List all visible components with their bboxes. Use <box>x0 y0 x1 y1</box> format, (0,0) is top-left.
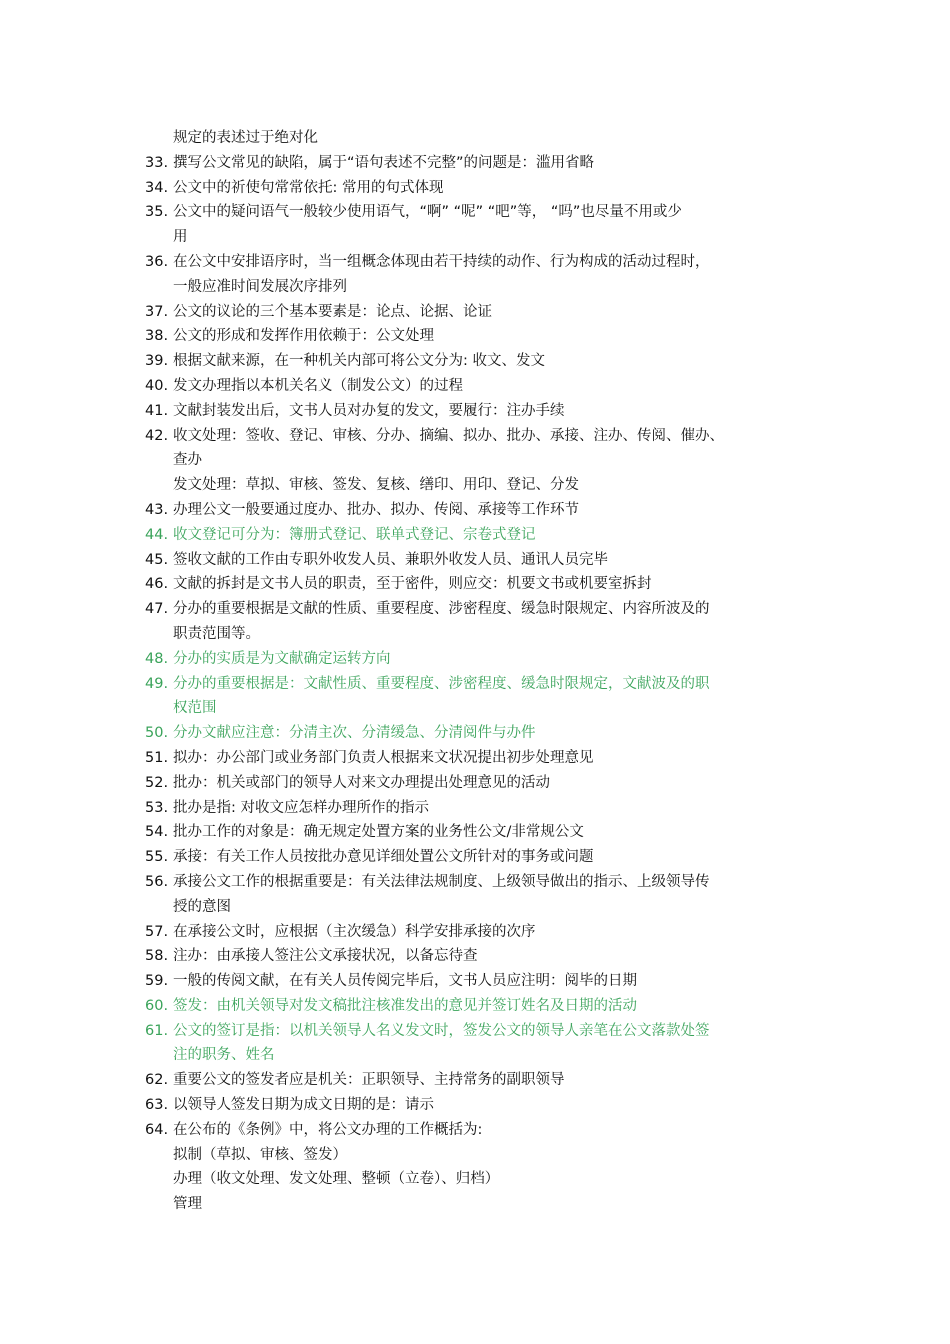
list-item <box>145 746 815 771</box>
list-item <box>145 225 815 250</box>
item-text: 公文的议论的三个基本要素是：论点、论据、论证 <box>173 303 492 320</box>
item-text: 批办：机关或部门的领导人对来文办理提出处理意见的活动 <box>173 774 550 791</box>
list-item <box>145 920 815 945</box>
item-number: 37. <box>145 303 169 320</box>
list-item <box>145 796 815 821</box>
item-text: 文献的拆封是文书人员的职责，至于密件，则应交：机要文书或机要室拆封 <box>173 576 652 593</box>
item-text: 公文中的祈使句常常依托: 常用的句式体现 <box>173 179 444 196</box>
item-number <box>145 1167 173 1192</box>
item-text: 办理公文一般要通过度办、批办、拟办、传阅、承接等工作环节 <box>173 501 579 518</box>
item-text: 重要公文的签发者应是机关：正职领导、主持常务的副职领导 <box>173 1072 565 1089</box>
list-item <box>145 572 815 597</box>
item-text: 用 <box>173 229 188 246</box>
item-text: 以领导人签发日期为成文日期的是：请示 <box>173 1097 434 1114</box>
list-item <box>145 944 815 969</box>
item-number: 58. <box>145 948 169 965</box>
list-item <box>145 994 815 1019</box>
item-text: 批办工作的对象是：确无规定处置方案的业务性公文/非常规公文 <box>173 824 584 841</box>
list-item <box>145 1043 815 1068</box>
item-number: 64. <box>145 1121 169 1138</box>
list-item <box>145 250 815 275</box>
item-number: 41. <box>145 402 169 419</box>
item-number: 48. <box>145 650 169 667</box>
item-text: 公文的签订是指：以机关领导人名义发文时，签发公文的领导人亲笔在公文落款处签 <box>173 1022 710 1039</box>
list-item <box>145 126 815 151</box>
item-number: 55. <box>145 849 169 866</box>
list-item <box>145 151 815 176</box>
list-item <box>145 324 815 349</box>
list-item <box>145 870 815 895</box>
item-text: 在公文中安排语序时，当一组概念体现由若干持续的动作、行为构成的活动过程时， <box>173 253 710 270</box>
list-item <box>145 1093 815 1118</box>
item-text: 文献封装发出后，文书人员对办复的发文，要履行：注办手续 <box>173 402 565 419</box>
item-text: 注的职务、姓名 <box>173 1047 275 1064</box>
item-number <box>145 225 173 250</box>
item-number: 47. <box>145 601 169 618</box>
item-text: 授的意图 <box>173 898 231 915</box>
item-number: 62. <box>145 1072 169 1089</box>
item-text: 职责范围等。 <box>173 625 260 642</box>
list-item <box>145 696 815 721</box>
item-number <box>145 622 173 647</box>
item-number: 50. <box>145 725 169 742</box>
list-item <box>145 1118 815 1143</box>
item-text: 发文办理指以本机关名义（制发公文）的过程 <box>173 377 463 394</box>
list-item <box>145 1192 815 1217</box>
item-number <box>145 448 173 473</box>
list-item <box>145 548 815 573</box>
item-number: 59. <box>145 973 169 990</box>
list-item <box>145 721 815 746</box>
item-number: 56. <box>145 873 169 890</box>
item-text: 批办是指: 对收文应怎样办理所作的指示 <box>173 799 429 816</box>
item-text: 在承接公文时，应根据（主次缓急）科学安排承接的次序 <box>173 923 536 940</box>
list-item <box>145 523 815 548</box>
list-item <box>145 399 815 424</box>
item-number: 54. <box>145 824 169 841</box>
item-text: 分办的实质是为文献确定运转方向 <box>173 650 391 667</box>
item-number: 45. <box>145 551 169 568</box>
item-text: 办理（收文处理、发文处理、整顿（立卷）、归档） <box>173 1171 500 1188</box>
item-text: 收文处理：签收、登记、审核、分办、摘编、拟办、批办、承接、注办、传阅、催办、 <box>173 427 724 444</box>
item-number: 39. <box>145 353 169 370</box>
item-number <box>145 1043 173 1068</box>
item-number <box>145 696 173 721</box>
item-text: 承接公文工作的根据重要是：有关法律法规制度、上级领导做出的指示、上级领导传 <box>173 873 710 890</box>
list-item <box>145 895 815 920</box>
item-text: 拟制（草拟、审核、签发） <box>173 1146 347 1163</box>
item-number <box>145 275 173 300</box>
item-text: 权范围 <box>173 700 217 717</box>
item-text: 根据文献来源，在一种机关内部可将公文分为: 收文、发文 <box>173 353 545 370</box>
item-number <box>145 473 173 498</box>
item-number: 38. <box>145 328 169 345</box>
item-text: 签收文献的工作由专职外收发人员、兼职外收发人员、通讯人员完毕 <box>173 551 608 568</box>
list-item <box>145 448 815 473</box>
item-number: 52. <box>145 774 169 791</box>
item-number: 57. <box>145 923 169 940</box>
item-number: 33. <box>145 154 169 171</box>
list-item <box>145 275 815 300</box>
item-number <box>145 1192 173 1217</box>
item-text: 拟办：办公部门或业务部门负责人根据来文状况提出初步处理意见 <box>173 749 594 766</box>
item-text: 承接：有关工作人员按批办意见详细处置公文所针对的事务或问题 <box>173 849 594 866</box>
item-number: 49. <box>145 675 169 692</box>
item-number <box>145 126 173 151</box>
item-number: 34. <box>145 179 169 196</box>
item-text: 签发：由机关领导对发文稿批注核准发出的意见并签订姓名及日期的活动 <box>173 997 637 1014</box>
item-text: 规定的表述过于绝对化 <box>173 130 318 146</box>
list-item <box>145 969 815 994</box>
item-text: 发文处理：草拟、审核、签发、复核、缮印、用印、登记、分发 <box>173 477 579 494</box>
list-item <box>145 820 815 845</box>
list-item <box>145 1019 815 1044</box>
list-item <box>145 597 815 622</box>
list-item <box>145 176 815 201</box>
list-item <box>145 424 815 449</box>
list-item <box>145 200 815 225</box>
item-text: 分办文献应注意：分清主次、分清缓急、分清阅件与办件 <box>173 725 536 742</box>
item-number: 35. <box>145 204 169 221</box>
list-item <box>145 672 815 697</box>
item-text: 公文的形成和发挥作用依赖于：公文处理 <box>173 328 434 345</box>
list-item <box>145 374 815 399</box>
item-number: 43. <box>145 501 169 518</box>
item-text: 收文登记可分为：簿册式登记、联单式登记、宗卷式登记 <box>173 526 536 543</box>
list-item <box>145 1167 815 1192</box>
item-text: 注办：由承接人签注公文承接状况，以备忘待查 <box>173 948 478 965</box>
item-number: 63. <box>145 1097 169 1114</box>
list-item <box>145 473 815 498</box>
item-number <box>145 1143 173 1168</box>
item-text: 在公布的《条例》中，将公文办理的工作概括为: <box>173 1121 483 1138</box>
item-number: 42. <box>145 427 169 444</box>
list-item <box>145 349 815 374</box>
item-text: 分办的重要根据是：文献性质、重要程度、涉密程度、缓急时限规定，文献波及的职 <box>173 675 710 692</box>
item-text: 一般的传阅文献，在有关人员传阅完毕后，文书人员应注明：阅毕的日期 <box>173 973 637 990</box>
item-number: 36. <box>145 253 169 270</box>
list-item <box>145 1143 815 1168</box>
item-text: 分办的重要根据是文献的性质、重要程度、涉密程度、缓急时限规定、内容所波及的 <box>173 601 710 618</box>
item-text: 管理 <box>173 1196 202 1213</box>
item-number: 61. <box>145 1022 169 1039</box>
item-text: 一般应准时间发展次序排列 <box>173 278 347 295</box>
list-item <box>145 845 815 870</box>
item-number: 60. <box>145 997 169 1014</box>
item-number: 40. <box>145 377 169 394</box>
item-text: 公文中的疑问语气一般较少使用语气，“啊” “呢” “吧”等， “吗”也尽量不用或少 <box>173 204 682 221</box>
item-text: 查办 <box>173 452 202 469</box>
list-item <box>145 498 815 523</box>
item-number: 51. <box>145 749 169 766</box>
list-item <box>145 1068 815 1093</box>
item-number: 46. <box>145 576 169 593</box>
item-text: 撰写公文常见的缺陷，属于“语句表述不完整”的问题是：滥用省略 <box>173 154 595 171</box>
item-number <box>145 895 173 920</box>
list-item <box>145 622 815 647</box>
item-number: 44. <box>145 526 169 543</box>
item-number: 53. <box>145 799 169 816</box>
list-item <box>145 771 815 796</box>
list-item <box>145 647 815 672</box>
document-page <box>145 126 815 1217</box>
list-item <box>145 300 815 325</box>
